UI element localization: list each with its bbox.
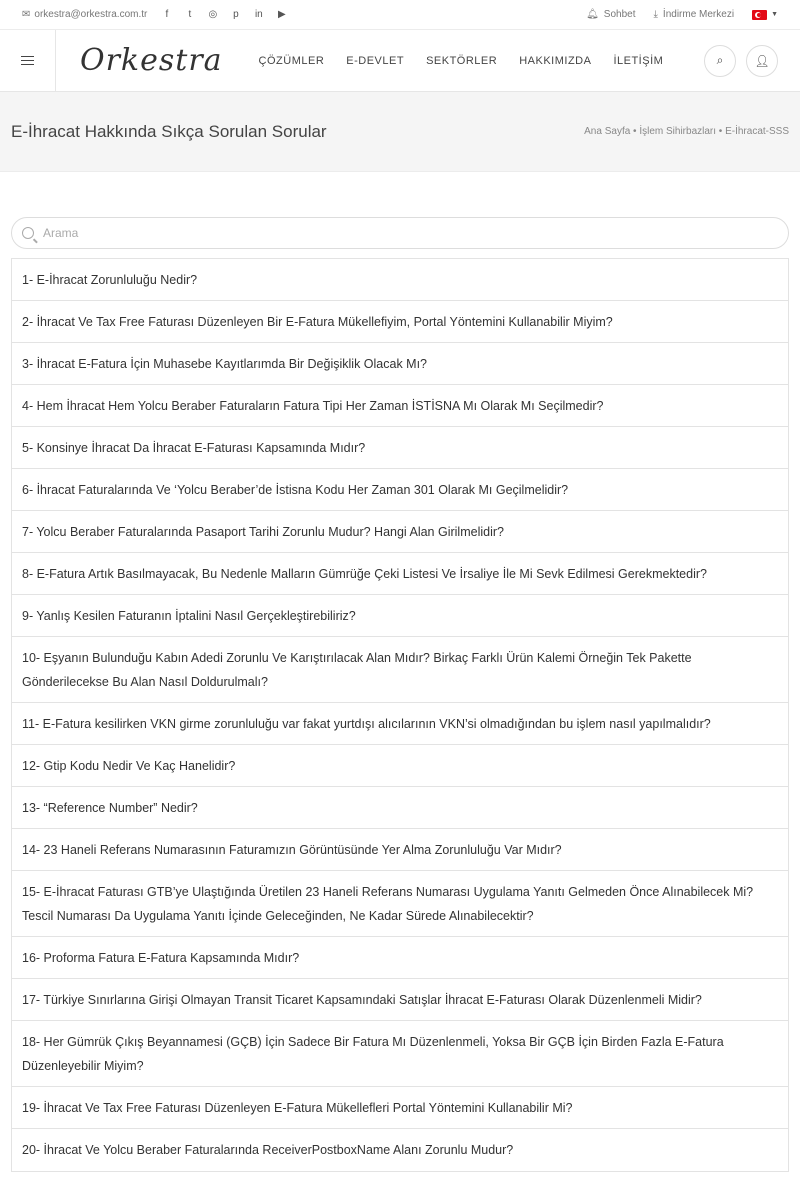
bell-icon: 🔔︎ xyxy=(586,9,599,20)
instagram-icon[interactable]: ◎ xyxy=(208,9,218,20)
turkish-flag-icon xyxy=(752,10,767,20)
email-text: orkestra@orkestra.com.tr xyxy=(34,9,148,20)
main-header xyxy=(0,30,800,92)
faq-item[interactable]: 1- E-İhracat Zorunluluğu Nedir? xyxy=(12,259,788,301)
faq-item[interactable]: 13- “Reference Number” Nedir? xyxy=(12,787,788,829)
faq-item[interactable]: 18- Her Gümrük Çıkış Beyannamesi (GÇB) İçin Sadece Bir Fatura Mı Düzenlenmeli, Yoksa Bir GÇB İçin Birden Fazla E-Fatura Düzenleyebilir Miyim? xyxy=(12,1021,788,1087)
faq-item[interactable]: 12- Gtip Kodu Nedir Ve Kaç Hanelidir? xyxy=(12,745,788,787)
top-bar xyxy=(0,0,800,30)
chat-link[interactable] xyxy=(586,9,635,20)
faq-item[interactable]: 9- Yanlış Kesilen Faturanın İptalini Nasıl Gerçekleştirebiliriz? xyxy=(12,595,788,637)
menu-button[interactable] xyxy=(0,30,56,92)
faq-item[interactable]: 5- Konsinye İhracat Da İhracat E-Faturası Kapsamında Mıdır? xyxy=(12,427,788,469)
faq-item[interactable]: 6- İhracat Faturalarında Ve ‘Yolcu Beraber’de İstisna Kodu Her Zaman 301 Olarak Mı Geçilmelidir? xyxy=(12,469,788,511)
faq-list xyxy=(11,258,789,1172)
language-selector[interactable] xyxy=(752,10,778,20)
faq-item[interactable]: 7- Yolcu Beraber Faturalarında Pasaport Tarihi Zorunlu Mudur? Hangi Alan Girilmelidir? xyxy=(12,511,788,553)
main-nav xyxy=(259,55,664,67)
facebook-icon[interactable]: f xyxy=(165,9,169,20)
download-label: İndirme Merkezi xyxy=(662,9,735,20)
email-link[interactable] xyxy=(22,9,147,20)
logo[interactable]: Orkestra xyxy=(80,43,223,78)
mail-icon: ✉ xyxy=(22,9,31,20)
faq-search-box[interactable] xyxy=(11,217,789,249)
faq-item[interactable]: 15- E-İhracat Faturası GTB’ye Ulaştığında Üretilen 23 Haneli Referans Numarası Uygulama Yanıtı Gelmeden Önce Alınabilecek Mi? Tescil Numarası Da Uygulama Yanıtı İçinde Geleceğinden, Ne Kadar Sürede Alınabilecektir? xyxy=(12,871,788,937)
pinterest-icon[interactable]: p xyxy=(233,9,239,20)
faq-item[interactable]: 20- İhracat Ve Yolcu Beraber Faturalarında ReceiverPostboxName Alanı Zorunlu Mudur? xyxy=(22,1143,514,1157)
page-title-band xyxy=(0,92,800,172)
faq-item[interactable]: 3- İhracat E-Fatura İçin Muhasebe Kayıtlarımda Bir Değişiklik Olacak Mı? xyxy=(12,343,788,385)
twitter-icon[interactable]: t xyxy=(188,9,192,20)
faq-item[interactable]: 17- Türkiye Sınırlarına Girişi Olmayan Transit Ticaret Kapsamındaki Satışlar İhracat E-Faturası Olarak Düzenlenmeli Midir? xyxy=(12,979,788,1021)
breadcrumb[interactable]: Ana Sayfa • İşlem Sihirbazları • E-İhracat-SSS xyxy=(584,126,789,137)
search-icon xyxy=(22,227,34,239)
nav-item-sektorler[interactable]: SEKTÖRLER xyxy=(426,54,498,67)
account-button[interactable] xyxy=(746,45,778,77)
download-icon: ⤓ xyxy=(653,9,658,20)
download-center-link[interactable] xyxy=(654,9,735,20)
faq-item[interactable]: 10- Eşyanın Bulunduğu Kabın Adedi Zorunlu Ve Karıştırılacak Alan Mıdır? Birkaç Farklı Ürün Kalemi Örneğin Tek Pakette Gönderilecekse Bu Alan Nasıl Doldurulmalı? xyxy=(12,637,788,703)
faq-search-input[interactable] xyxy=(43,226,743,240)
faq-item[interactable]: 16- Proforma Fatura E-Fatura Kapsamında Mıdır? xyxy=(12,937,788,979)
hamburger-icon xyxy=(21,56,34,65)
linkedin-icon[interactable]: in xyxy=(254,9,263,20)
youtube-icon[interactable]: ▶ xyxy=(278,9,286,20)
header-search-button[interactable] xyxy=(704,45,736,77)
faq-item[interactable]: 4- Hem İhracat Hem Yolcu Beraber Faturaların Fatura Tipi Her Zaman İSTİSNA Mı Olarak Mı Seçilmedir? xyxy=(12,385,788,427)
nav-item-cozumler[interactable]: ÇÖZÜMLER xyxy=(258,54,325,67)
user-icon: 👤︎ xyxy=(754,53,770,68)
faq-item[interactable]: 19- İhracat Ve Tax Free Faturası Düzenleyen E-Fatura Mükellefleri Portal Yöntemini Kullanabilir Mi? xyxy=(12,1087,788,1129)
nav-item-hakkimizda[interactable]: HAKKIMIZDA xyxy=(519,54,592,67)
chat-label: Sohbet xyxy=(603,9,636,20)
faq-item[interactable]: 11- E-Fatura kesilirken VKN girme zorunluluğu var fakat yurtdışı alıcılarının VKN’si olmadığından bu işlem nasıl yapılmalıdır? xyxy=(12,703,788,745)
nav-item-e-devlet[interactable]: E-DEVLET xyxy=(346,54,405,67)
caret-down-icon: ▼ xyxy=(771,11,778,18)
nav-item-iletisim[interactable]: İLETİŞİM xyxy=(613,54,664,67)
faq-item[interactable]: 2- İhracat Ve Tax Free Faturası Düzenleyen Bir E-Fatura Mükellefiyim, Portal Yöntemini Kullanabilir Miyim? xyxy=(12,301,788,343)
faq-item[interactable]: 8- E-Fatura Artık Basılmayacak, Bu Nedenle Malların Gümrüğe Çeki Listesi Ve İrsaliye İle Mi Sevk Edilmesi Gerekmektedir? xyxy=(12,553,788,595)
social-links xyxy=(161,9,287,20)
page-title: E-İhracat Hakkında Sıkça Sorulan Sorular xyxy=(11,121,327,141)
search-icon: ⌕ xyxy=(716,53,724,67)
faq-item[interactable]: 14- 23 Haneli Referans Numarasının Faturamızın Görüntüsünde Yer Alma Zorunluluğu Var Mıdır? xyxy=(12,829,788,871)
